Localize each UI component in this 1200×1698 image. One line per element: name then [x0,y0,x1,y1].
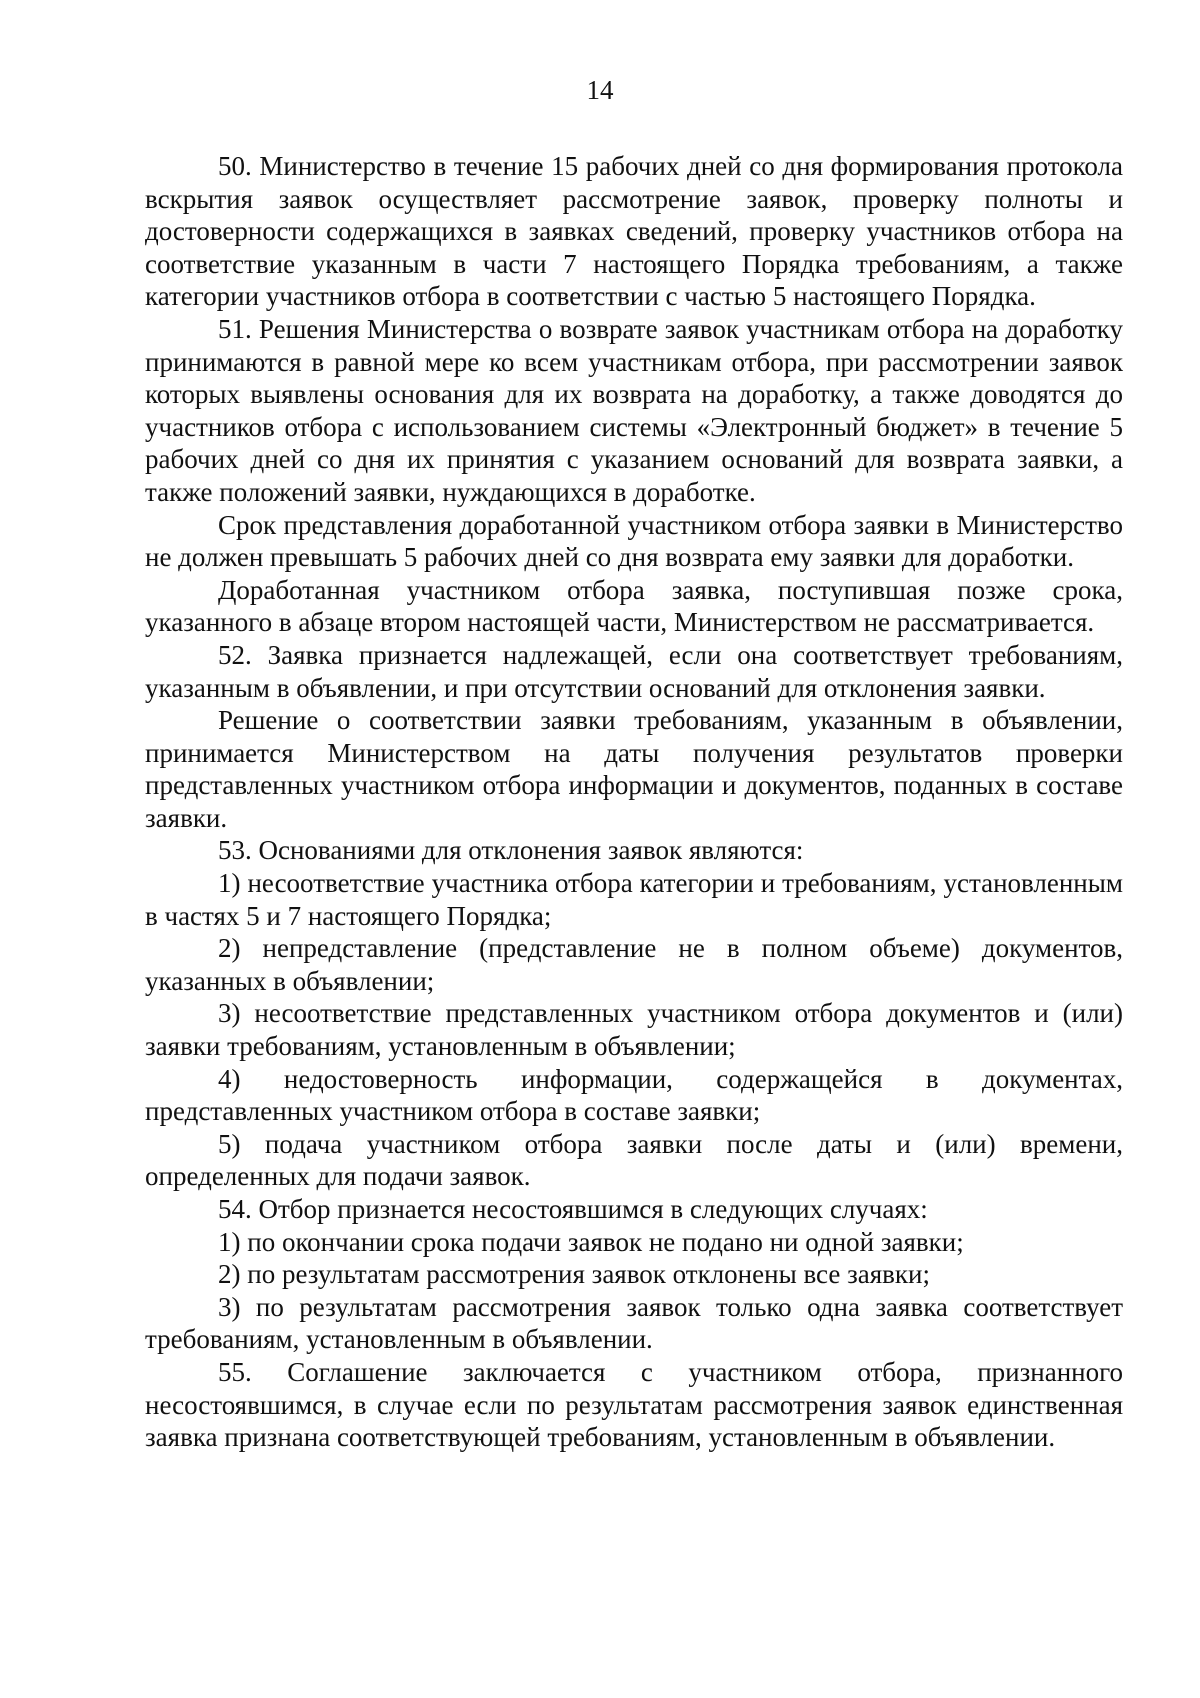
paragraph-54-item-2: 2) по результатам рассмотрения заявок отклонены все заявки; [218,1259,930,1290]
paragraph-54: 54. Отбор признается несостоявшимся в следующих случаях: [218,1194,928,1224]
page-number: 14 [586,75,614,105]
paragraph-54-item-3: 3) по результатам рассмотрения заявок только одна заявка соответствует требованиям, установленным в объявлении. [145,1291,1123,1355]
paragraph-52: 52. Заявка признается надлежащей, если она соответствует требованиям, указанным в объявлении, и при отсутствии оснований для отклонения заявки. [145,639,1123,703]
paragraph-53-item-4: 4) недостоверность информации, содержащейся в документах, представленных участником отбора в составе заявки; [145,1063,1123,1127]
paragraph-53: 53. Основаниями для отклонения заявок являются: [218,835,804,866]
paragraph-55: 55. Соглашение заключается с участником отбора, признанного несостоявшимся, в случае если по результатам рассмотрения заявок единственная заявка признана соответствующей требованиям, установленным в объявлении. [145,1356,1123,1453]
paragraph-51-term: Срок представления доработанной участником отбора заявки в Министерство не должен превышать 5 рабочих дней со дня возврата ему заявки для доработки. [145,509,1123,573]
paragraph-53-item-3: 3) несоответствие представленных участником отбора документов и (или) заявки требованиям, установленным в объявлении; [145,998,1123,1062]
paragraph-51: 51. Решения Министерства о возврате заявок участникам отбора на доработку принимаются в равной мере ко всем участникам отбора, при рассмотрении заявок которых выявлены основания для их возврата на доработку, а также доводятся до участников отбора с использованием системы «Электронный бюджет» в течение 5 рабочих дней со дня их принятия с указанием оснований для возврата заявки, а также положений заявки, нуждающихся в доработке. [145,313,1123,507]
paragraph-53-item-2: 2) непредставление (представление не в полном объеме) документов, указанных в объявлении; [145,933,1123,996]
paragraph-50: 50. Министерство в течение 15 рабочих дней со дня формирования протокола вскрытия заявок осуществляет рассмотрение заявок, проверку полноты и достоверности содержащихся в заявках сведений, проверку участников отбора на соответствие указанным в части 7 настоящего Порядка требованиям, а также категории участников отбора в соответствии с частью 5 настоящего Порядка. [145,151,1123,312]
paragraph-52-decision: Решение о соответствии заявки требованиям, указанным в объявлении, принимается Министерством на даты получения результатов проверки представленных участником отбора информации и документов, поданных в составе заявки. [145,705,1123,833]
document-body [145,150,1123,1454]
paragraph-54-item-1: 1) по окончании срока подачи заявок не подано ни одной заявки; [218,1226,964,1257]
paragraph-51-late: Доработанная участником отбора заявка, поступившая позже срока, указанного в абзаце втором настоящей части, Министерством не рассматривается. [145,574,1123,638]
paragraph-53-item-5: 5) подача участником отбора заявки после даты и (или) времени, определенных для подачи заявок. [145,1128,1123,1192]
paragraph-53-item-1: 1) несоответствие участника отбора категории и требованиям, установленным в частях 5 и 7 настоящего Порядка; [145,868,1123,931]
